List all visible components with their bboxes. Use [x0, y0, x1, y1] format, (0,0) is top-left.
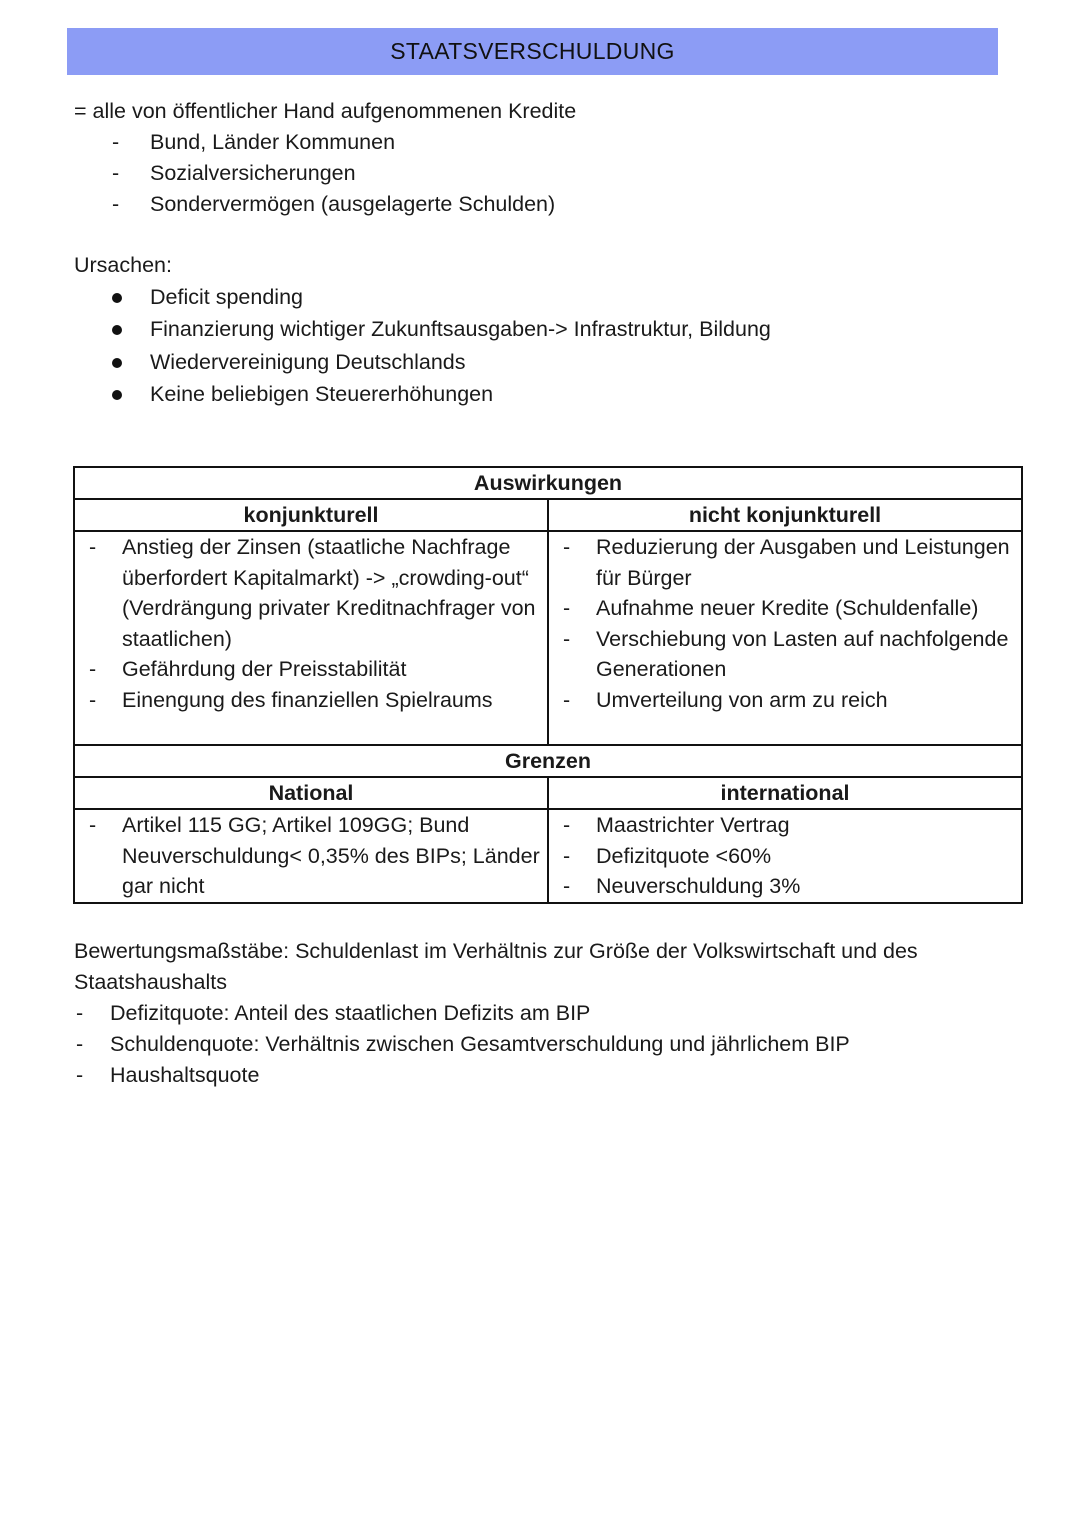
national-header: National	[74, 777, 548, 809]
list-item: Keine beliebigen Steuererhöhungen	[74, 378, 1014, 410]
dash-marker: -	[76, 1063, 84, 1087]
limits-header: Grenzen	[74, 745, 1022, 777]
list-item: - Defizitquote <60%	[549, 841, 1021, 872]
dash-marker: -	[112, 192, 120, 216]
bullet-icon	[112, 293, 122, 303]
list-item: Wiedervereinigung Deutschlands	[74, 346, 1014, 378]
assessment-list	[74, 998, 1014, 1091]
assessment-intro: Bewertungsmaßstäbe: Schuldenlast im Verhältnis zur Größe der Volkswirtschaft und des Staatshaushalts	[74, 939, 918, 994]
list-item: - Umverteilung von arm zu reich	[549, 685, 1021, 716]
dash-marker: -	[563, 596, 571, 621]
dash-marker: -	[89, 687, 97, 712]
national-list	[75, 810, 547, 902]
dash-marker: -	[563, 687, 571, 712]
international-header: international	[548, 777, 1022, 809]
list-item: - Defizitquote: Anteil des staatlichen Defizits am BIP	[74, 998, 1014, 1029]
causes-section	[74, 250, 1014, 410]
noncyclical-header: nicht konjunkturell	[548, 499, 1022, 531]
effects-header: Auswirkungen	[74, 467, 1022, 499]
list-item: - Bund, Länder Kommunen	[74, 127, 1014, 158]
list-item: - Schuldenquote: Verhältnis zwischen Gesamtverschuldung und jährlichem BIP	[74, 1029, 1014, 1060]
page-title: STAATSVERSCHULDUNG	[67, 28, 998, 75]
noncyclical-list	[549, 532, 1021, 716]
dash-marker: -	[76, 1001, 84, 1025]
list-item: - Maastrichter Vertrag	[549, 810, 1021, 841]
dash-marker: -	[112, 161, 120, 185]
definition-section	[74, 96, 1014, 220]
international-cell	[548, 809, 1022, 903]
list-item: - Verschiebung von Lasten auf nachfolgende Generationen	[549, 624, 1021, 685]
dash-marker: -	[89, 535, 97, 559]
causes-list	[74, 281, 1014, 410]
national-cell	[74, 809, 548, 903]
list-item: - Einengung des finanziellen Spielraums	[75, 685, 547, 716]
dash-marker: -	[563, 626, 571, 651]
dash-marker: -	[563, 874, 571, 899]
international-list	[549, 810, 1021, 902]
list-item: Finanzierung wichtiger Zukunftsausgaben-> Infrastruktur, Bildung	[74, 313, 1014, 345]
noncyclical-cell	[548, 531, 1022, 745]
list-item: - Haushaltsquote	[74, 1060, 1014, 1091]
definition-intro: = alle von öffentlicher Hand aufgenommenen Kredite	[74, 99, 577, 123]
list-item: - Sondervermögen (ausgelagerte Schulden)	[74, 189, 1014, 220]
list-item: - Sozialversicherungen	[74, 158, 1014, 189]
list-item: - Anstieg der Zinsen (staatliche Nachfrage überfordert Kapitalmarkt) -> „crowding-out“ (Verdrängung privater Kreditnachfrager von staatlichen)	[75, 532, 547, 654]
dash-marker: -	[563, 813, 571, 837]
assessment-section	[74, 936, 1014, 1091]
list-item: - Gefährdung der Preisstabilität	[75, 654, 547, 685]
bullet-icon	[112, 325, 122, 335]
dash-marker: -	[89, 657, 97, 682]
list-item: - Neuverschuldung 3%	[549, 871, 1021, 902]
dash-marker: -	[76, 1032, 84, 1056]
bullet-icon	[112, 358, 122, 368]
cyclical-list	[75, 532, 547, 716]
definition-list	[74, 127, 1014, 220]
dash-marker: -	[563, 535, 571, 559]
cyclical-cell	[74, 531, 548, 745]
cyclical-header: konjunkturell	[74, 499, 548, 531]
list-item: - Reduzierung der Ausgaben und Leistungen für Bürger	[549, 532, 1021, 593]
list-item: Deficit spending	[74, 281, 1014, 313]
list-item: - Aufnahme neuer Kredite (Schuldenfalle)	[549, 593, 1021, 624]
dash-marker: -	[112, 130, 120, 154]
bullet-icon	[112, 390, 122, 400]
dash-marker: -	[563, 843, 571, 868]
causes-heading: Ursachen:	[74, 253, 172, 277]
effects-limits-table	[73, 466, 1023, 904]
list-item: - Artikel 115 GG; Artikel 109GG; Bund Neuverschuldung< 0,35% des BIPs; Länder gar nicht	[75, 810, 547, 902]
dash-marker: -	[89, 813, 97, 837]
